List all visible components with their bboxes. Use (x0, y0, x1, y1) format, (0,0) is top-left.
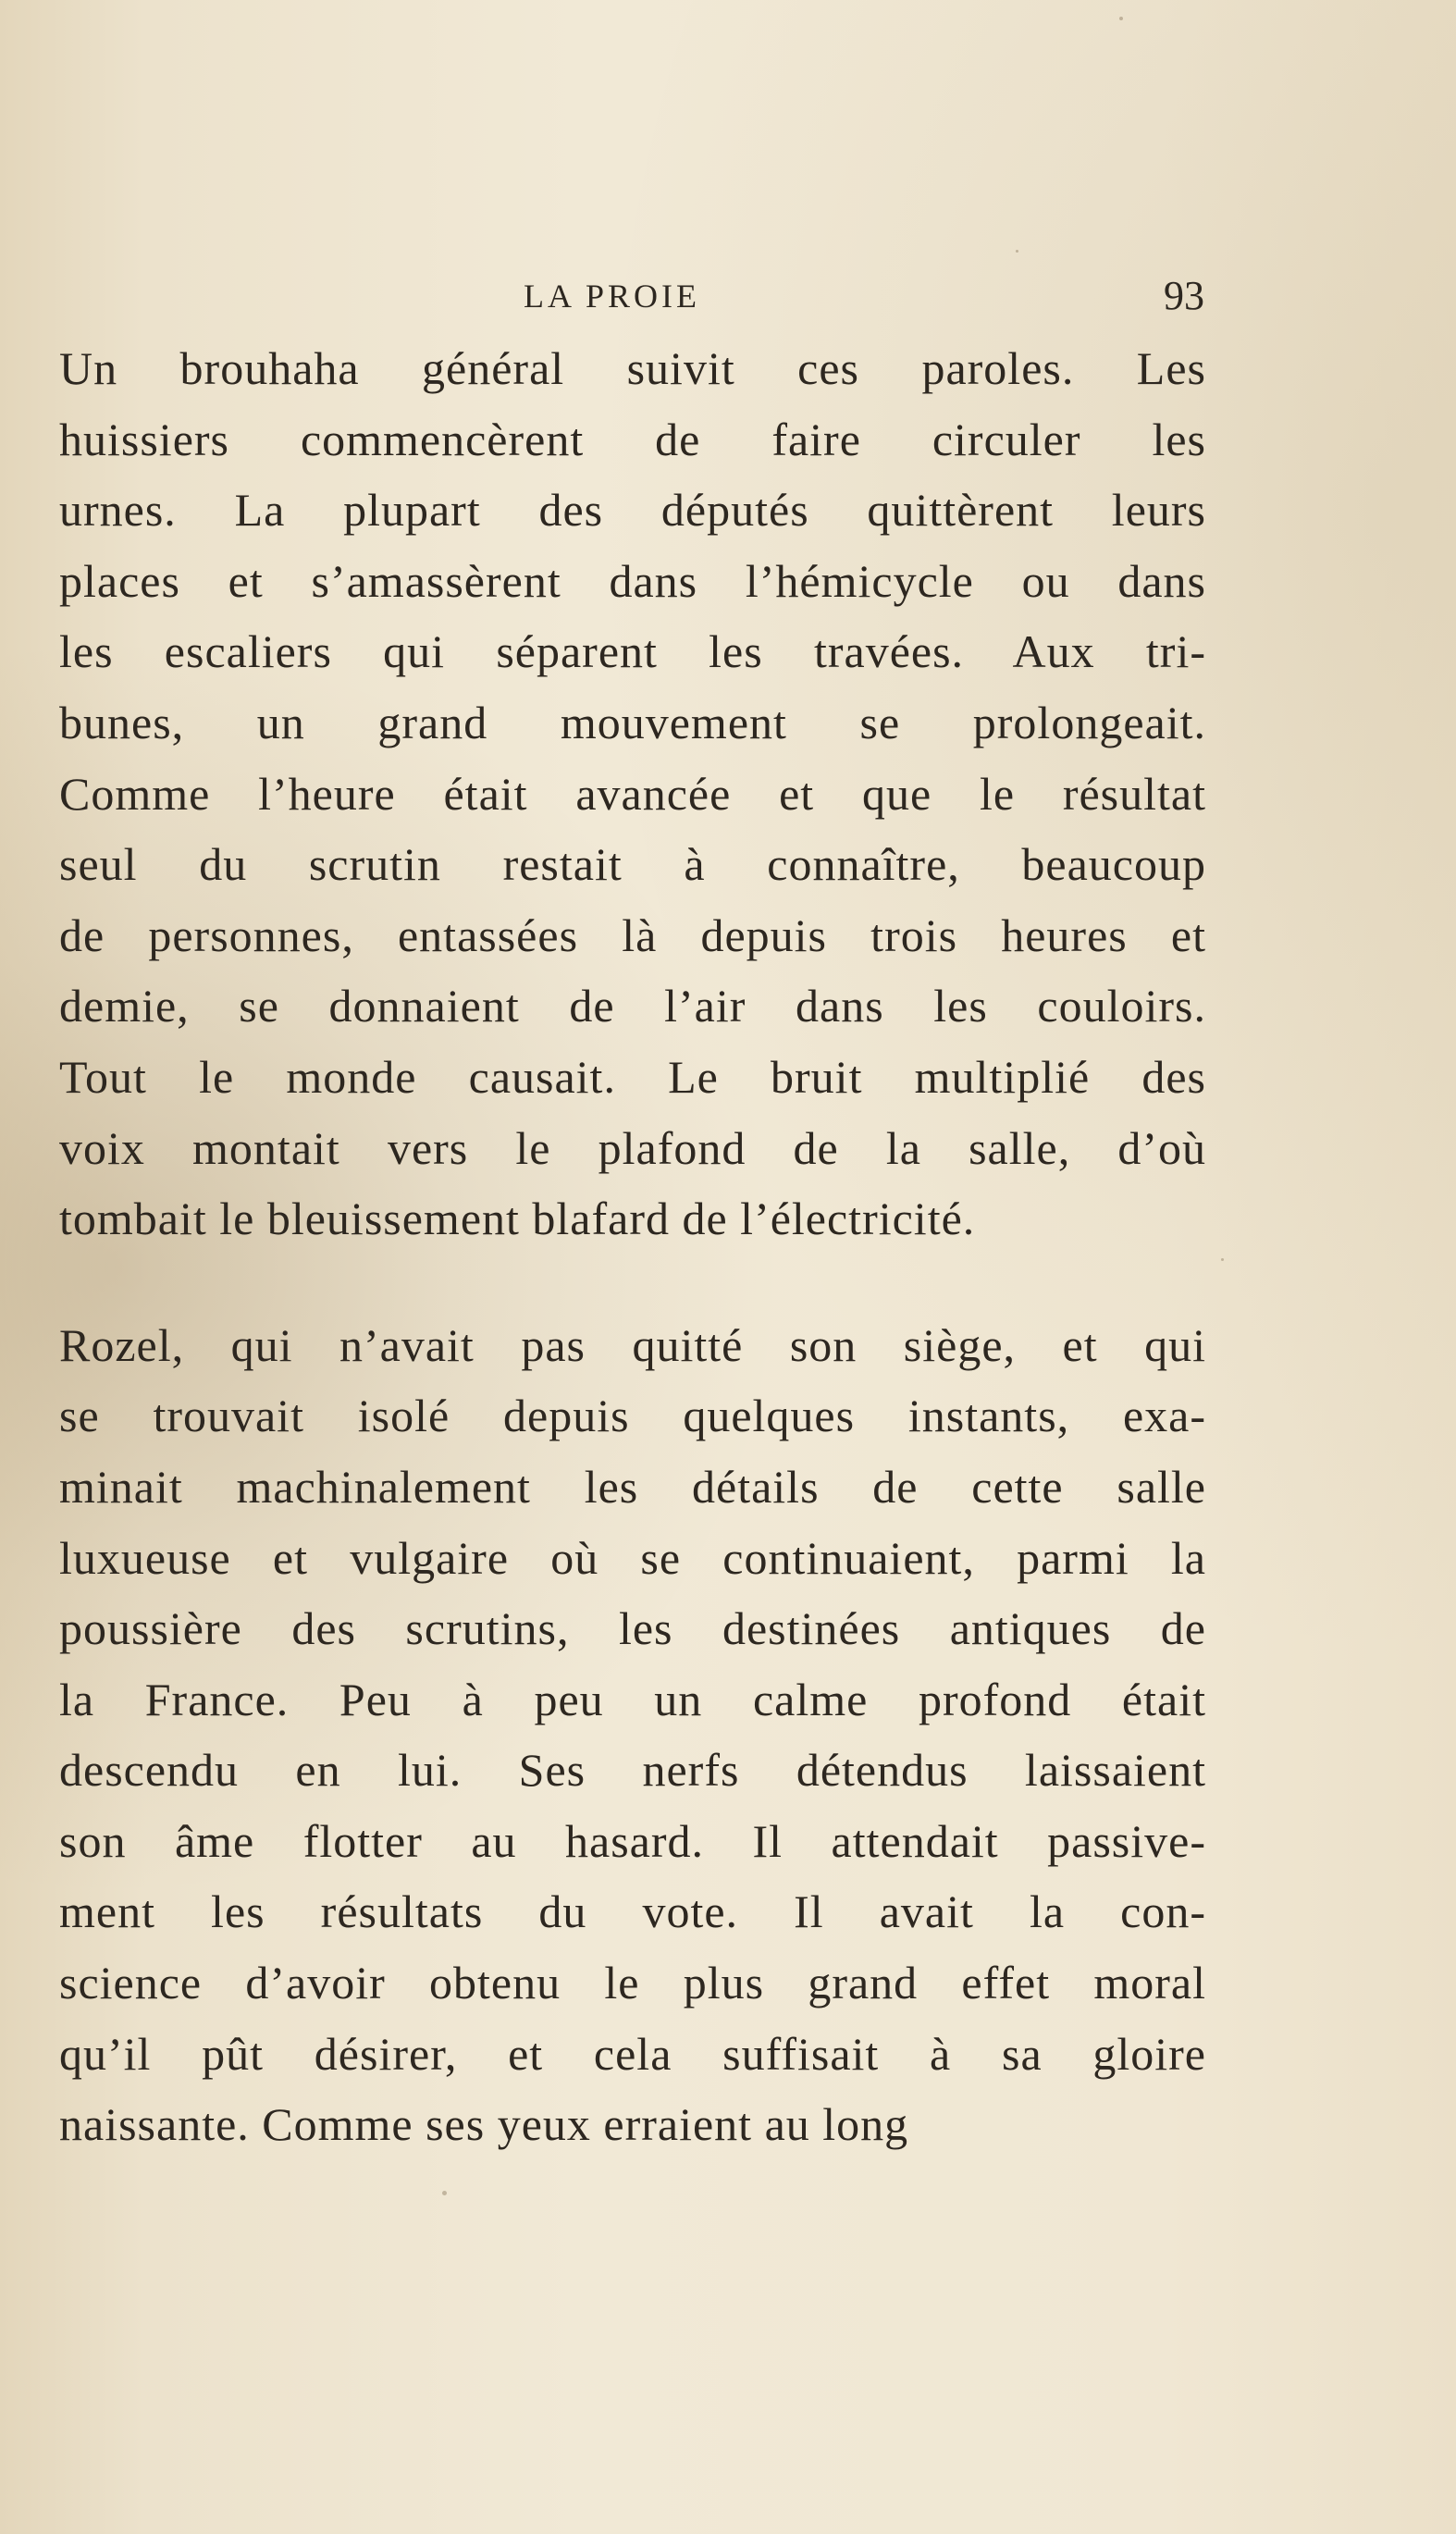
text-line: Rozel, qui n’avait pas quitté son siège, et qui (59, 1318, 1206, 1371)
paper-speck (442, 2191, 447, 2195)
text-line: huissiers commencèrent de faire circuler les (59, 413, 1206, 465)
running-title: LA PROIE (524, 278, 701, 315)
text-line: la France. Peu à peu un calme profond était (59, 1673, 1206, 1725)
text-line: tombait le bleuissement blafard de l’électricité. (59, 1193, 976, 1245)
text-line: bunes, un grand mouvement se prolongeait. (59, 696, 1206, 748)
page-number: 93 (1164, 273, 1204, 318)
running-head (70, 268, 1204, 324)
paragraph-gap (59, 1255, 1206, 1310)
text-line: se trouvait isolé depuis quelques instants, exa- (59, 1390, 1206, 1442)
text-line: descendu en lui. Ses nerfs détendus laissaient (59, 1744, 1206, 1797)
text-line: Un brouhaha général suivit ces paroles. Les (59, 342, 1206, 394)
text-line: Comme l’heure était avancée et que le résultat (59, 767, 1206, 820)
text-line: places et s’amassèrent dans l’hémicycle ou dans (59, 554, 1206, 607)
text-line: Tout le monde causait. Le bruit multiplié des (59, 1050, 1206, 1103)
text-line: demie, se donnaient de l’air dans les couloirs. (59, 980, 1206, 1032)
text-line: naissante. Comme ses yeux erraient au long (59, 2098, 909, 2151)
text-line: voix montait vers le plafond de la salle, d’où (59, 1121, 1206, 1174)
text-line: urnes. La plupart des députés quittèrent leurs (59, 484, 1206, 537)
paper-speck (1119, 17, 1123, 20)
text-line: poussière des scrutins, les destinées antiques de (59, 1602, 1206, 1655)
text-line: de personnes, entassées là depuis trois heures et (59, 909, 1206, 961)
text-line: science d’avoir obtenu le plus grand effet moral (59, 1957, 1206, 2009)
paper-speck (1016, 250, 1018, 253)
text-line: son âme flotter au hasard. Il attendait passive- (59, 1814, 1206, 1867)
text-line: luxueuse et vulgaire où se continuaient, parmi la (59, 1531, 1206, 1584)
paper-speck (1221, 1258, 1224, 1261)
paragraph-2 (59, 1310, 1206, 2160)
text-line: les escaliers qui séparent les travées. Aux tri- (59, 625, 1206, 678)
text-line: seul du scrutin restait à connaître, beaucoup (59, 838, 1206, 891)
text-line: ment les résultats du vote. Il avait la con- (59, 1885, 1206, 1938)
text-line: qu’il pût désirer, et cela suffisait à sa gloire (59, 2027, 1206, 2080)
paragraph-1 (59, 333, 1206, 1255)
text-line: minait machinalement les détails de cette salle (59, 1460, 1206, 1513)
body-text (59, 333, 1206, 2160)
